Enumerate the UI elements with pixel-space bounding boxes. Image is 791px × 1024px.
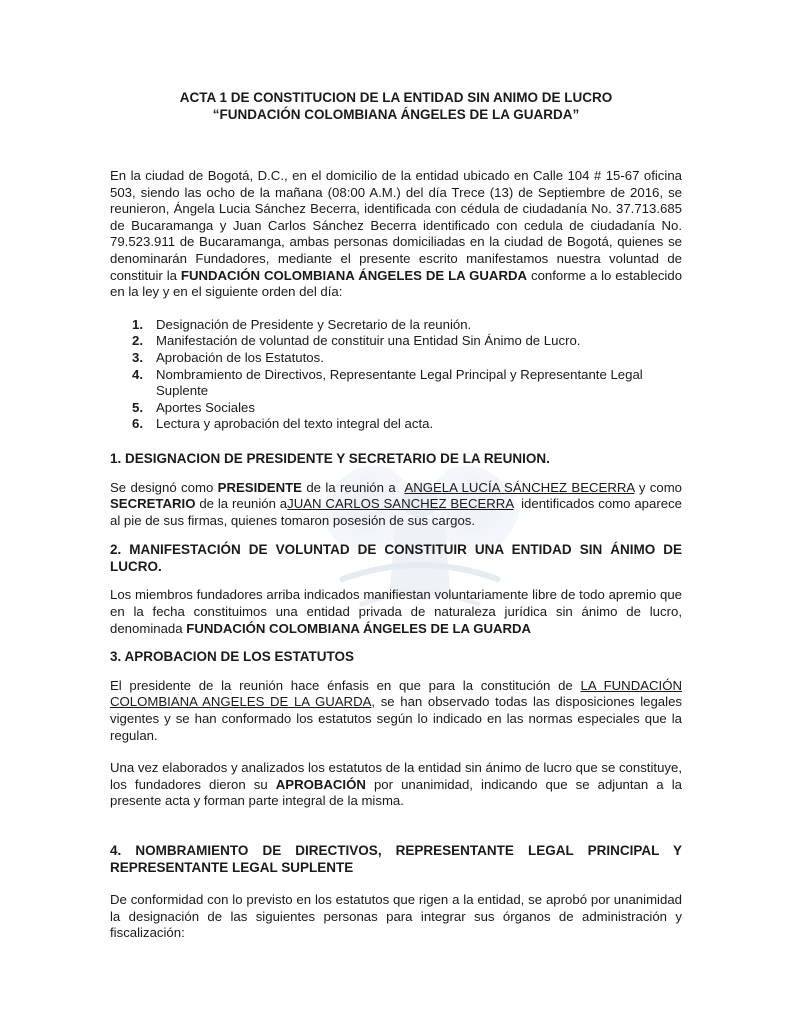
approval-label: APROBACIÓN bbox=[275, 776, 366, 792]
agenda-item bbox=[132, 350, 682, 367]
section-3-paragraph-2 bbox=[110, 760, 682, 810]
agenda-item bbox=[132, 400, 682, 417]
document-body bbox=[110, 90, 682, 942]
intro-paragraph bbox=[110, 168, 682, 301]
sec1-text: de la reunión a bbox=[199, 496, 288, 512]
secretary-label: SECRETARIO bbox=[110, 496, 196, 512]
sec3-text: El presidente de la reunión hace énfasis en que para la constitución de bbox=[110, 677, 573, 693]
section-4-paragraph: De conformidad con lo previsto en los estatutos que rigen a la entidad, se aprobó por unanimidad la designación de las siguientes personas para integrar sus órganos de administración y fiscalización: bbox=[110, 892, 682, 941]
agenda-text: Aprobación de los Estatutos. bbox=[156, 349, 324, 365]
section-2-heading: 2. MANIFESTACIÓN DE VOLUNTAD DE CONSTITUIR UNA ENTIDAD SIN ÁNIMO DE LUCRO. bbox=[110, 542, 682, 574]
agenda-number: 6. bbox=[132, 416, 143, 432]
agenda-text: Lectura y aprobación del texto integral del acta. bbox=[156, 416, 434, 432]
sec3-text: , se han observado todas las disposiciones legales vigentes y se han conformado los estatutos según lo indicado en las normas especiales que la regulan. bbox=[110, 694, 683, 743]
sec3-foundation-name: LA FUNDACIÓN COLOMBIANA ANGELES DE LA GUARDA bbox=[110, 677, 682, 710]
intro-foundation-name: FUNDACIÓN COLOMBIANA ÁNGELES DE LA GUARDA bbox=[180, 267, 528, 283]
section-3-paragraph-1 bbox=[110, 678, 682, 744]
sec2-foundation-name: FUNDACIÓN COLOMBIANA ÁNGELES DE LA GUARDA bbox=[186, 620, 532, 636]
agenda-number: 4. bbox=[132, 366, 143, 382]
intro-text: En la ciudad de Bogotá, D.C., en el domicilio de la entidad ubicado en Calle 104 # 15-67 oficina 503, siendo las ocho de la mañana (08:00 A.M.) del día Trece (13) de Septiembre de 2016, se reunieron, Ángela Lucia Sánchez Becerra, identificada con cédula de ciudadanía No. 37.713.685 de Bucaramanga y Juan Carlos Sánchez Becerra identificado con cedula de ciudadanía No. 79.523.911 de Bucaramanga, ambas personas domiciliadas en la ciudad de Bogotá, quienes se denominarán Fundadores, mediante el presente escrito manifestamos nuestra voluntad de constituir la bbox=[110, 168, 682, 283]
sec3-text: por unanimidad, indicando que se adjuntan a la presente acta y forman parte integral de la misma. bbox=[110, 776, 682, 809]
president-name: ANGELA LUCÍA SÁNCHEZ BECERRA bbox=[404, 479, 635, 495]
title-line-1: ACTA 1 DE CONSTITUCION DE LA ENTIDAD SIN ANIMO DE LUCRO bbox=[179, 90, 613, 105]
agenda-list bbox=[110, 317, 682, 433]
sec3-text: Una vez elaborados y analizados los estatutos de la entidad sin ánimo de lucro que se constituye, los fundadores dieron su bbox=[110, 760, 682, 792]
intro-tail: conforme a lo establecido en la ley y en el siguiente orden del día: bbox=[110, 267, 683, 300]
title-line-2: “FUNDACIÓN COLOMBIANA ÁNGELES DE LA GUARDA” bbox=[212, 106, 580, 122]
agenda-number: 3. bbox=[132, 349, 143, 365]
agenda-text: Designación de Presidente y Secretario de la reunión. bbox=[156, 316, 472, 332]
section-2-paragraph bbox=[110, 587, 682, 637]
agenda-number: 5. bbox=[132, 399, 143, 415]
sec2-text: Los miembros fundadores arriba indicados manifiestan voluntariamente libre de todo apremio que en la fecha constituimos una entidad privada de naturaleza jurídica sin ánimo de lucro, denominada bbox=[110, 587, 682, 636]
section-4-heading: 4. NOMBRAMIENTO DE DIRECTIVOS, REPRESENTANTE LEGAL PRINCIPAL Y REPRESENTANTE LEGAL SUPLENTE bbox=[110, 843, 682, 875]
sec1-text: Se designó como bbox=[110, 479, 214, 495]
sec1-text: identificados como aparece al pie de sus firmas, quienes tomaron posesión de sus cargos. bbox=[110, 496, 682, 528]
section-1-heading: 1. DESIGNACION DE PRESIDENTE Y SECRETARIO DE LA REUNION. bbox=[110, 450, 550, 466]
sec1-text: y como bbox=[638, 479, 683, 495]
agenda-text: Manifestación de voluntad de constituir una Entidad Sin Ánimo de Lucro. bbox=[156, 333, 581, 349]
agenda-number: 1. bbox=[132, 316, 143, 332]
agenda-item bbox=[132, 333, 682, 350]
agenda-item bbox=[132, 317, 682, 334]
agenda-text: Aportes Sociales bbox=[156, 399, 255, 415]
section-3-heading: 3. APROBACION DE LOS ESTATUTOS bbox=[110, 649, 355, 665]
agenda-text: Nombramiento de Directivos, Representante Legal Principal y Representante Legal Suplente bbox=[156, 366, 643, 399]
section-1-paragraph bbox=[110, 480, 682, 530]
agenda-item bbox=[132, 367, 682, 400]
document-title bbox=[110, 90, 682, 123]
sec1-text: de la reunión a bbox=[306, 479, 396, 495]
agenda-item bbox=[132, 416, 682, 433]
agenda-number: 2. bbox=[132, 333, 143, 349]
secretary-name: JUAN CARLOS SANCHEZ BECERRA bbox=[287, 496, 514, 512]
president-label: PRESIDENTE bbox=[217, 479, 302, 495]
